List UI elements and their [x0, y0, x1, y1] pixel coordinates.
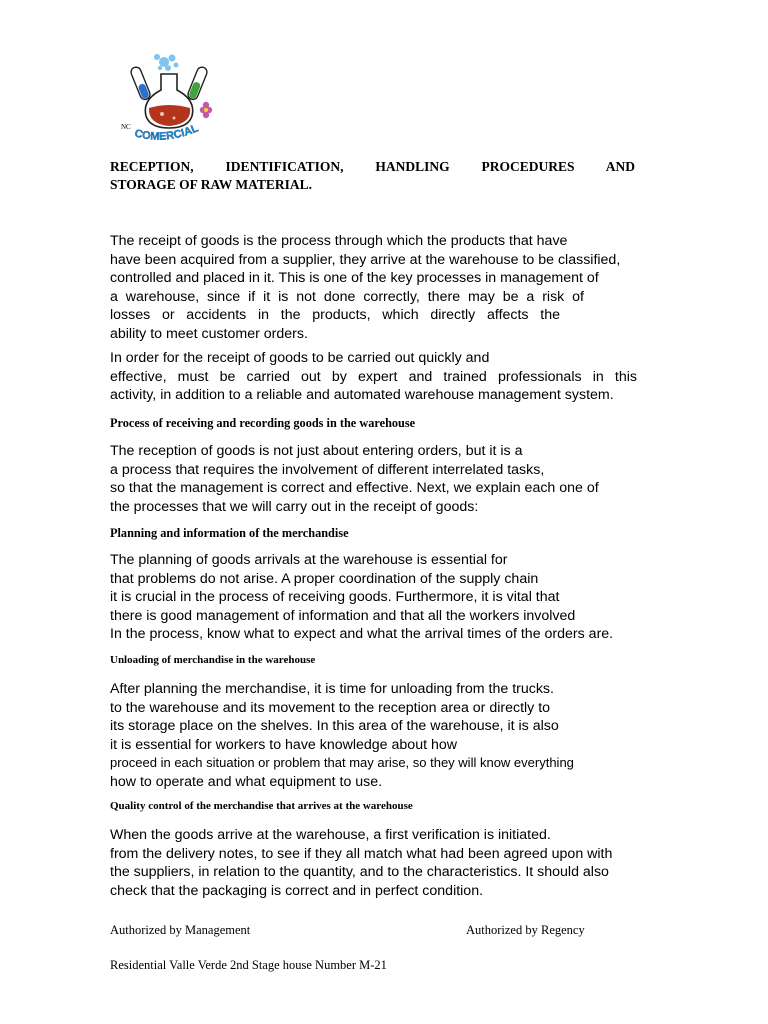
section-heading-planning: Planning and information of the merchandise [110, 526, 349, 540]
flower-icon [200, 102, 212, 118]
address-line: Residential Valle Verde 2nd Stage house Number M-21 [110, 958, 387, 972]
text-line: The reception of goods is not just about entering orders, but it is a [110, 443, 523, 459]
logo-text: COMERCIAL [133, 122, 201, 143]
text-line: activity, in addition to a reliable and automated warehouse management system. [110, 387, 614, 403]
text-line: After planning the merchandise, it is time for unloading from the trucks. [110, 681, 554, 697]
text-line: from the delivery notes, to see if they all match what had been agreed upon with [110, 845, 613, 862]
text-line: In the process, know what to expect and what the arrival times of the orders are. [110, 626, 614, 642]
unloading-paragraph [110, 680, 668, 791]
text-line: there is good management of information and that all the workers involved [110, 607, 576, 624]
text-line: ability to meet customer orders. [110, 325, 308, 342]
text-line: that problems do not arise. A proper coordination of the supply chain [110, 570, 539, 587]
text-line: check that the packaging is correct and in perfect condition. [110, 882, 484, 899]
logo-prefix: NC [121, 123, 131, 131]
effectiveness-paragraph [110, 349, 668, 405]
text-line: In order for the receipt of goods to be carried out quickly and [110, 350, 490, 366]
section-heading-quality: Quality control of the merchandise that arrives at the warehouse [110, 800, 413, 812]
document-title [110, 158, 635, 194]
text-line: When the goods arrive at the warehouse, a first verification is initiated. [110, 827, 551, 843]
text-line: to the warehouse and its movement to the reception area or directly to [110, 699, 551, 716]
intro-paragraph [110, 232, 668, 343]
authorized-management-label: Authorized by Management [110, 923, 251, 937]
quality-paragraph [110, 826, 668, 900]
authorized-regency-label: Authorized by Regency [466, 923, 585, 937]
text-line: so that the management is correct and effective. Next, we explain each one of [110, 480, 599, 496]
text-line: how to operate and what equipment to use. [110, 773, 383, 790]
text-line: controlled and placed in it. This is one of the key processes in management of [110, 270, 599, 286]
title-line: RECEPTION, IDENTIFICATION, HANDLING PROCEDURES AND [110, 159, 635, 174]
title-line: STORAGE OF RAW MATERIAL. [110, 177, 313, 192]
text-line: The receipt of goods is the process through which the products that have [110, 233, 568, 249]
blue-test-tube-icon [129, 66, 151, 101]
text-line: a process that requires the involvement of different interrelated tasks, [110, 461, 545, 478]
text-line: a warehouse, since if it is not done correctly, there may be a risk of [110, 288, 584, 305]
section-heading-process: Process of receiving and recording goods in the warehouse [110, 416, 416, 430]
text-line: have been acquired from a supplier, they arrive at the warehouse to be classified, [110, 251, 621, 268]
text-line: the suppliers, in relation to the quantity, and to the characteristics. It should also [110, 864, 609, 880]
text-line: it is crucial in the process of receiving goods. Furthermore, it is vital that [110, 589, 560, 605]
text-line: proceed in each situation or problem that may arise, so they will know everything [110, 755, 574, 770]
section-heading-unloading: Unloading of merchandise in the warehouse [110, 654, 316, 666]
planning-paragraph [110, 551, 668, 644]
process-paragraph [110, 442, 668, 516]
text-line: The planning of goods arrivals at the warehouse is essential for [110, 552, 508, 568]
text-line: effective, must be carried out by expert and trained professionals in this [110, 368, 637, 385]
text-line: its storage place on the shelves. In this area of the warehouse, it is also [110, 718, 559, 734]
text-line: losses or accidents in the products, which directly affects the [110, 307, 560, 323]
bubbles-graphic [154, 54, 179, 71]
text-line: the processes that we will carry out in the receipt of goods: [110, 498, 479, 515]
flask-icon [145, 74, 192, 128]
green-test-tube-icon [186, 66, 208, 101]
text-line: it is essential for workers to have knowledge about how [110, 736, 457, 753]
